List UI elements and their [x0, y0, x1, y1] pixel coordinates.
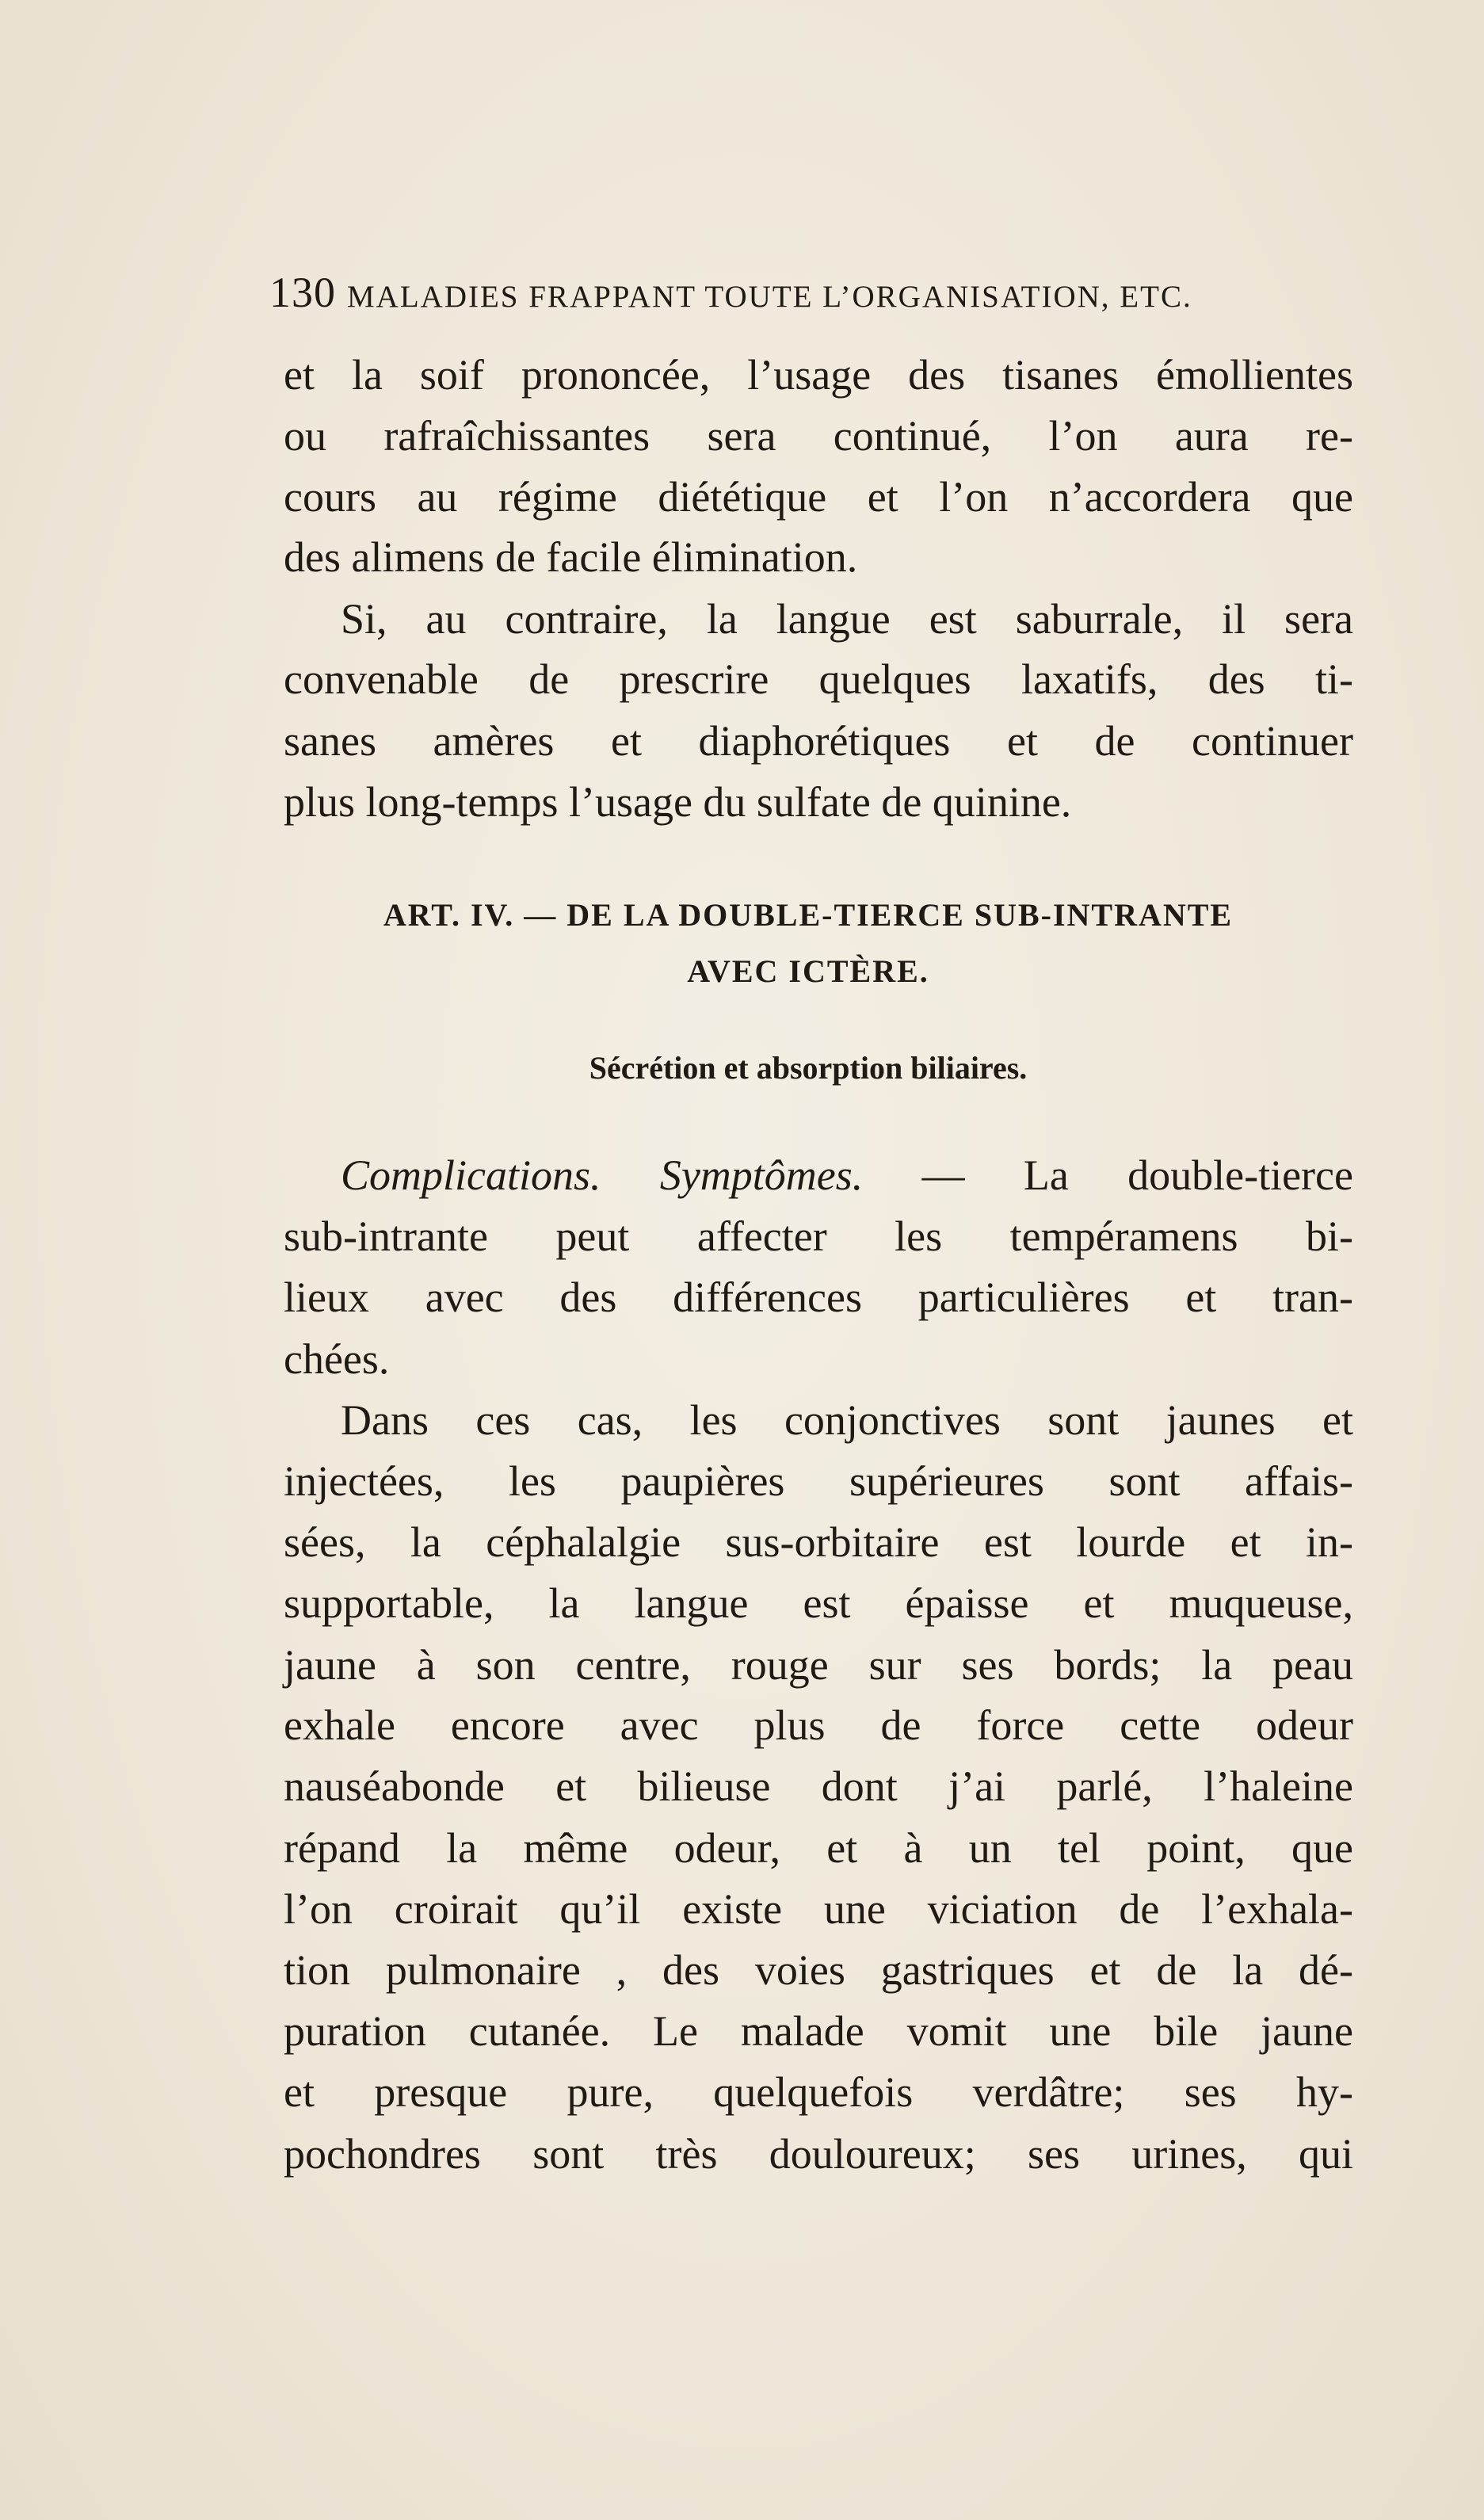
text-line: exhale encore avec plus de force cette odeur — [284, 1701, 1353, 1749]
running-head — [269, 268, 1347, 323]
running-head-title: MALADIES FRAPPANT TOUTE L’ORGANISATION, ETC. — [347, 280, 1192, 314]
text-line: pochondres sont très douloureux; ses urines, qui — [284, 2130, 1353, 2178]
text-line: ou rafraîchissantes sera continué, l’on aura re- — [284, 412, 1353, 460]
text-line: sub-intrante peut affecter les tempéramens bi- — [284, 1212, 1353, 1260]
section-subheading: Sécrétion et absorption biliaires. — [589, 1050, 1028, 1086]
text-line: cours au régime diététique et l’on n’accordera que — [284, 473, 1353, 521]
text-line: répand la même odeur, et à un tel point, que — [284, 1824, 1353, 1872]
text-line: convenable de prescrire quelques laxatifs, des ti- — [284, 655, 1353, 703]
text-line: lieux avec des différences particulières et tran- — [284, 1273, 1353, 1321]
text-line — [341, 1147, 1353, 1203]
section-heading: ART. IV. — DE LA DOUBLE-TIERCE SUB-INTRANTE — [383, 897, 1234, 933]
text-line: injectées, les paupières supérieures sont affais- — [284, 1457, 1353, 1505]
text-line: Si, au contraire, la langue est saburrale, il sera — [341, 595, 1353, 643]
italic-lead: Complications. Symptômes. — [341, 1151, 864, 1199]
section-heading: AVEC ICTÈRE. — [687, 953, 929, 989]
text-line: et la soif prononcée, l’usage des tisanes émollientes — [284, 351, 1353, 399]
text-line: nauséabonde et bilieuse dont j’ai parlé, l’haleine — [284, 1762, 1353, 1810]
text-line: tion pulmonaire , des voies gastriques et de la dé- — [284, 1946, 1353, 1994]
text-line: sées, la céphalalgie sus-orbitaire est lourde et in- — [284, 1518, 1353, 1566]
text-line: Dans ces cas, les conjonctives sont jaunes et — [341, 1396, 1353, 1444]
text-line: sanes amères et diaphorétiques et de continuer — [284, 717, 1353, 765]
text-line: jaune à son centre, rouge sur ses bords; la peau — [284, 1641, 1353, 1689]
lead-rest: — La double-tierce — [863, 1151, 1353, 1199]
text-line: puration cutanée. Le malade vomit une bile jaune — [284, 2007, 1353, 2055]
text-line: supportable, la langue est épaisse et muqueuse, — [284, 1579, 1353, 1627]
text-line: l’on croirait qu’il existe une viciation de l’exhala- — [284, 1885, 1353, 1933]
text-line: plus long-temps l’usage du sulfate de quinine. — [284, 778, 1072, 826]
text-line: et presque pure, quelquefois verdâtre; ses hy- — [284, 2068, 1353, 2116]
page-number: 130 — [269, 269, 336, 316]
text-line: des alimens de facile élimination. — [284, 533, 858, 581]
text-line: chées. — [284, 1335, 390, 1383]
